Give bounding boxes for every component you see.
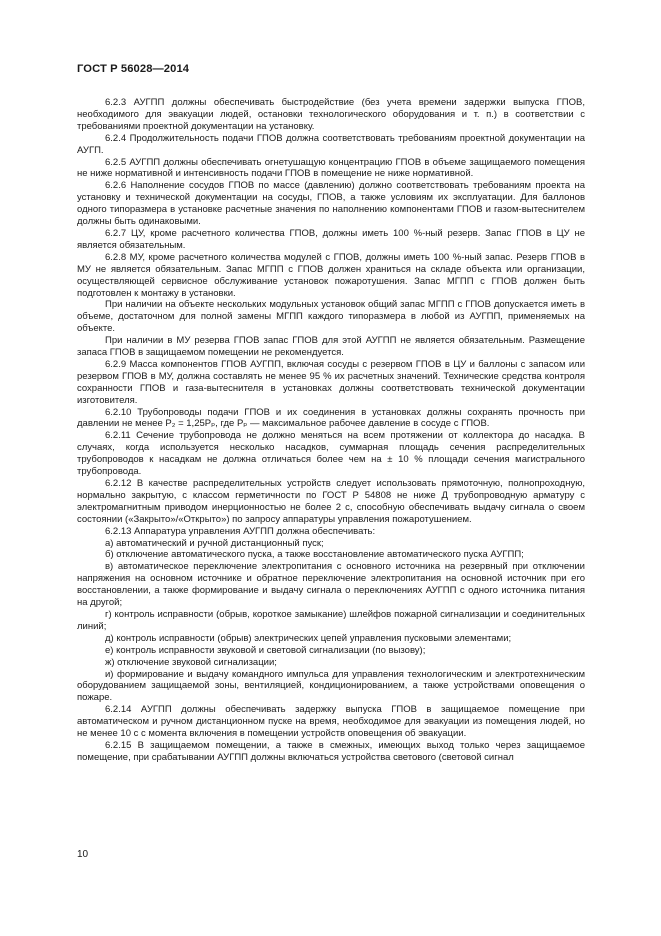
paragraph-6-2-13: 6.2.13 Аппаратура управления АУГПП должна обеспечивать:: [105, 525, 376, 537]
list-item-zh: ж) отключение звуковой сигнализации;: [105, 656, 277, 668]
paragraph-6-2-9: 6.2.9 Масса компонентов ГПОВ АУГПП, включая сосуды с резервом ГПОВ в ЦУ и баллоны с запасом или резервом ГПОВ в МУ, должна составлять не менее 95 % их расчетных значений. Технические средства контроля сохранности ГПОВ и газа-вытеснителя в установках должны соответствовать технической документации изготовителя.: [77, 358, 585, 406]
paragraph-6-2-5: 6.2.5 АУГПП должны обеспечивать огнетушащую концентрацию ГПОВ в объеме защищаемого помещения не ниже нормативной и интенсивность подачи ГПОВ в помещение не ниже нормативной.: [77, 156, 585, 180]
paragraph-6-2-10: 6.2.10 Трубопроводы подачи ГПОВ и их соединения в установках должны сохранять прочность при давлении не менее P₂ = 1,25Pₚ, где Pₚ — максимальное рабочее давление в сосуде с ГПОВ.: [77, 406, 585, 430]
paragraph-6-2-4: 6.2.4 Продолжительность подачи ГПОВ должна соответствовать требованиям проектной документации на АУГП.: [77, 132, 585, 156]
list-item-g: г) контроль исправности (обрыв, короткое замыкание) шлейфов пожарной сигнализации и соединительных линий;: [77, 608, 585, 632]
list-item-a: а) автоматический и ручной дистанционный пуск;: [105, 537, 324, 549]
list-item-v: в) автоматическое переключение электропитания с основного источника на резервный при отключении напряжения на основном источнике и обратное переключение электропитания на основной источник при его восстановлении, а также формирование и выдачу сигнала о переключениях АУГПП с одного источника питания на другой;: [77, 561, 585, 609]
paragraph-6-2-8: 6.2.8 МУ, кроме расчетного количества модулей с ГПОВ, должны иметь 100 %-ный запас. Резерв ГПОВ в МУ не является обязательным. Запас МГПП с ГПОВ должен храниться на складе объекта или организации, осуществляющей сервисное обслуживание установок пожаротушения. Запас МГПП с ГПОВ должен быть подготовлен к монтажу в установки.: [77, 251, 585, 299]
paragraph-6-2-15: 6.2.15 В защищаемом помещении, а также в смежных, имеющих выход только через защищаемое помещение, при срабатывании АУГПП должны включаться устройства светового (световой сигнал: [77, 739, 585, 763]
paragraph-6-2-11: 6.2.11 Сечение трубопровода не должно меняться на всем протяжении от коллектора до насадка. В случаях, когда используется несколько насадков, суммарная площадь сечения распределительных трубопроводов к насадкам не должна отличаться более чем на ± 10 % площади сечения магистрального трубопровода.: [77, 430, 585, 478]
paragraph-6-2-14: 6.2.14 АУГПП должны обеспечивать задержку выпуска ГПОВ в защищаемое помещение при автоматическом и ручном дистанционном пуске на время, необходимое для эвакуации из помещения людей, но не менее 10 с с момента включения в помещении устройств оповещения об эвакуации.: [77, 704, 585, 740]
document-header: ГОСТ Р 56028—2014: [77, 63, 190, 75]
paragraph-6-2-7: 6.2.7 ЦУ, кроме расчетного количества ГПОВ, должны иметь 100 %-ный резерв. Запас ГПОВ в ЦУ не является обязательным.: [77, 227, 585, 251]
paragraph-6-2-6: 6.2.6 Наполнение сосудов ГПОВ по массе (давлению) должно соответствовать требованиям проекта на установку и технической документации на сосуды, ГПОВ, а также условиям их эксплуатации. Для баллонов одного типоразмера в установке расчетные значения по наполнению компонентами ГПОВ и газом-вытеснителем должны быть одинаковыми.: [77, 180, 585, 228]
page-number: 10: [77, 849, 89, 860]
list-item-d: д) контроль исправности (обрыв) электрических цепей управления пусковыми элементами;: [105, 632, 512, 644]
list-item-i: и) формирование и выдачу командного импульса для управления технологическим и электротехническим оборудованием защищаемой зоны, вентиляцией, кондиционированием, а также устройствами оповещения о пожаре.: [77, 668, 585, 704]
document-body: [77, 97, 585, 764]
list-item-e: е) контроль исправности звуковой и световой сигнализации (по вызову);: [105, 644, 426, 656]
paragraph-6-2-8-note-2: При наличии в МУ резерва ГПОВ запас ГПОВ для этой АУГПП не является обязательным. Размещение запаса ГПОВ в защищаемом помещении не рекомендуется.: [77, 335, 585, 359]
list-item-b: б) отключение автоматического пуска, а также восстановление автоматического пуска АУГПП;: [105, 549, 524, 561]
paragraph-6-2-8-note-1: При наличии на объекте нескольких модульных установок общий запас МГПП с ГПОВ допускается иметь в объеме, достаточном для полной замены МГПП каждого типоразмера в любой из АУГПП, применяемых на объекте.: [77, 299, 585, 335]
paragraph-6-2-12: 6.2.12 В качестве распределительных устройств следует использовать прямоточную, полнопроходную, нормально закрытую, с классом герметичности по ГОСТ Р 54808 не ниже Д трубопроводную арматуру с электромагнитным приводом инерционностью не более 2 с, способную обеспечивать выдачу сигнала о своем состоянии («Закрыто»/«Открыто») по запросу аппаратуры управления пожаротушением.: [77, 478, 585, 525]
paragraph-6-2-3: 6.2.3 АУГПП должны обеспечивать быстродействие (без учета времени задержки выпуска ГПОВ, необходимого для эвакуации людей, остановки технологического оборудования и т. п.) в соответствии с требованиями проектной документации на установку.: [77, 97, 585, 132]
